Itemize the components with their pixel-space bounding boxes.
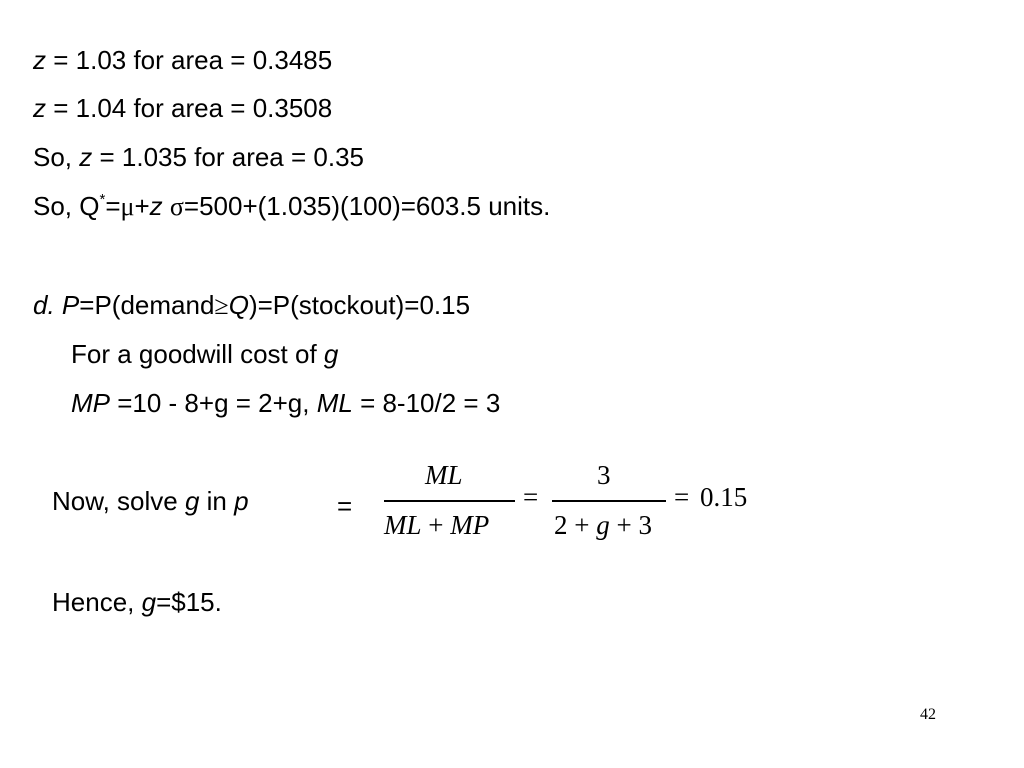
line-text: =500+(1.035)(100)=603.5 units. [183, 191, 551, 221]
var-P: P [61, 290, 80, 320]
line-prefix: So, [33, 142, 80, 172]
line-text: = 1.03 for area = 0.3485 [46, 45, 333, 75]
plus-sign: + [134, 191, 150, 221]
line-text: For a goodwill cost of [71, 339, 324, 369]
fraction-2-denominator [554, 510, 652, 540]
line-goodwill [71, 339, 338, 369]
var-ML: ML [384, 510, 422, 540]
line-hence [52, 587, 222, 617]
formula-equals-1: = [523, 482, 539, 512]
fraction-1-bar [384, 500, 515, 502]
line-z-1035 [33, 142, 364, 172]
line-mp-ml [71, 388, 500, 418]
den-part: + 3 [609, 510, 652, 540]
line-solve [52, 486, 249, 516]
line-text: = 8-10/2 = 3 [352, 388, 501, 418]
var-ML: ML [316, 388, 353, 418]
var-g: g [184, 486, 200, 516]
line-part-d [33, 290, 470, 321]
var-Q: Q [228, 290, 249, 320]
var-g: g [141, 587, 157, 617]
line-z-103 [33, 45, 332, 75]
line-text: )=P(stockout)=0.15 [248, 290, 471, 320]
fraction-formula [376, 458, 776, 550]
line-text: = 1.035 for area = 0.35 [92, 142, 365, 172]
solve-equals-sign: = [337, 491, 353, 521]
line-text: Hence, [52, 587, 142, 617]
var-MP: MP [71, 388, 110, 418]
equals-sign: = [105, 191, 121, 221]
line-text: =P(demand [79, 290, 215, 320]
den-part: 2 + [554, 510, 597, 540]
var-MP: MP [450, 510, 490, 540]
var-z: z [149, 191, 163, 221]
line-text: =10 - 8+g = 2+g, [110, 388, 317, 418]
sigma-symbol: σ [169, 192, 184, 221]
line-text: in [199, 486, 235, 516]
line-z-104 [33, 93, 332, 123]
var-z: z [33, 45, 46, 75]
space [163, 191, 170, 221]
fraction-2-numerator: 3 [597, 460, 611, 490]
fraction-2-bar [552, 500, 666, 502]
line-q-star [33, 191, 550, 222]
var-z: z [79, 142, 93, 172]
geq-symbol: ≥ [214, 291, 229, 320]
line-text: Now, solve [52, 486, 185, 516]
fraction-1-denominator [384, 510, 489, 540]
superscript-star: * [99, 191, 106, 208]
fraction-1-numerator: ML [425, 460, 463, 490]
line-prefix: So, Q [33, 191, 100, 221]
var-z: z [33, 93, 46, 123]
page-number: 42 [920, 706, 936, 723]
line-text: = 1.04 for area = 0.3508 [46, 93, 333, 123]
formula-result: 0.15 [700, 482, 748, 512]
var-p: p [234, 486, 249, 516]
var-g: g [323, 339, 339, 369]
part-label: d. [33, 290, 62, 320]
plus-sign: + [421, 510, 451, 540]
formula-equals-2: = [674, 482, 690, 512]
line-text: =$15. [156, 587, 222, 617]
mu-symbol: μ [120, 192, 135, 221]
var-g: g [596, 510, 610, 540]
